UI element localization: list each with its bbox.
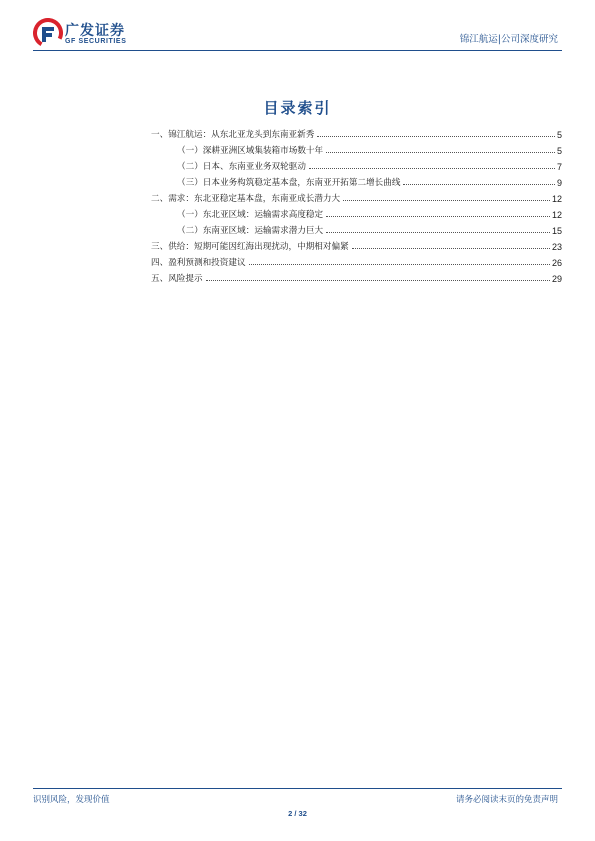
toc-entry[interactable] [151, 252, 562, 268]
toc-entry-page: 7 [556, 162, 562, 172]
toc-entry[interactable] [151, 188, 562, 204]
toc-entry-label: （一）深耕亚洲区域集装箱市场数十年 [177, 146, 324, 156]
toc-entry-page: 12 [551, 194, 562, 204]
toc-entry-label: （一）东北亚区域：运输需求高度稳定 [177, 210, 324, 220]
toc-entry-label: 五、风险提示 [151, 274, 203, 284]
logo-chinese-text: 广发证券 [65, 23, 125, 39]
toc-title: 目录索引 [263, 99, 332, 117]
header-divider [33, 50, 562, 51]
toc-entry[interactable] [151, 204, 562, 220]
toc-dot-leader [326, 232, 550, 233]
gf-logo-icon [33, 18, 63, 48]
toc-dot-leader [403, 184, 555, 185]
toc-entry-label: （三）日本业务构筑稳定基本盘，东南亚开拓第二增长曲线 [177, 178, 401, 188]
toc-entry[interactable] [151, 172, 562, 188]
toc-entry-page: 5 [556, 146, 562, 156]
toc-entry-label: 一、锦江航运：从东北亚龙头到东南亚新秀 [151, 130, 315, 140]
table-of-contents [151, 124, 562, 284]
toc-entry-label: （二）东南亚区域：运输需求潜力巨大 [177, 226, 324, 236]
toc-entry-label: （二）日本、东南亚业务双轮驱动 [177, 162, 306, 172]
gf-securities-logo [33, 18, 153, 52]
toc-dot-leader [343, 200, 550, 201]
toc-entry-page: 5 [556, 130, 562, 140]
toc-dot-leader [309, 168, 555, 169]
toc-entry-page: 29 [551, 274, 562, 284]
toc-dot-leader [249, 264, 550, 265]
toc-entry-page: 9 [556, 178, 562, 188]
logo-english-text: GF SECURITIES [65, 38, 127, 45]
toc-dot-leader [206, 280, 550, 281]
page-header [0, 0, 595, 56]
footer-divider [33, 788, 562, 789]
toc-entry-page: 15 [551, 226, 562, 236]
page-number: 2 / 32 [288, 809, 307, 818]
toc-entry[interactable] [151, 124, 562, 140]
toc-entry-label: 三、供给：短期可能因红海出现扰动，中期相对偏紧 [151, 242, 349, 252]
toc-dot-leader [317, 136, 555, 137]
toc-entry-label: 四、盈利预测和投资建议 [151, 258, 246, 268]
report-title-header: 锦江航运|公司深度研究 [459, 34, 558, 45]
toc-dot-leader [326, 152, 555, 153]
toc-dot-leader [326, 216, 550, 217]
toc-entry[interactable] [151, 236, 562, 252]
toc-entry-page: 23 [551, 242, 562, 252]
toc-entry-page: 12 [551, 210, 562, 220]
toc-entry[interactable] [151, 140, 562, 156]
toc-entry-page: 26 [551, 258, 562, 268]
toc-entry[interactable] [151, 220, 562, 236]
toc-entry[interactable] [151, 156, 562, 172]
footer-slogan: 识别风险，发现价值 [33, 795, 110, 805]
toc-entry-label: 二、需求：东北亚稳定基本盘，东南亚成长潜力大 [151, 194, 341, 204]
toc-dot-leader [352, 248, 550, 249]
footer-disclaimer-note: 请务必阅读末页的免责声明 [455, 795, 558, 805]
toc-entry[interactable] [151, 268, 562, 284]
